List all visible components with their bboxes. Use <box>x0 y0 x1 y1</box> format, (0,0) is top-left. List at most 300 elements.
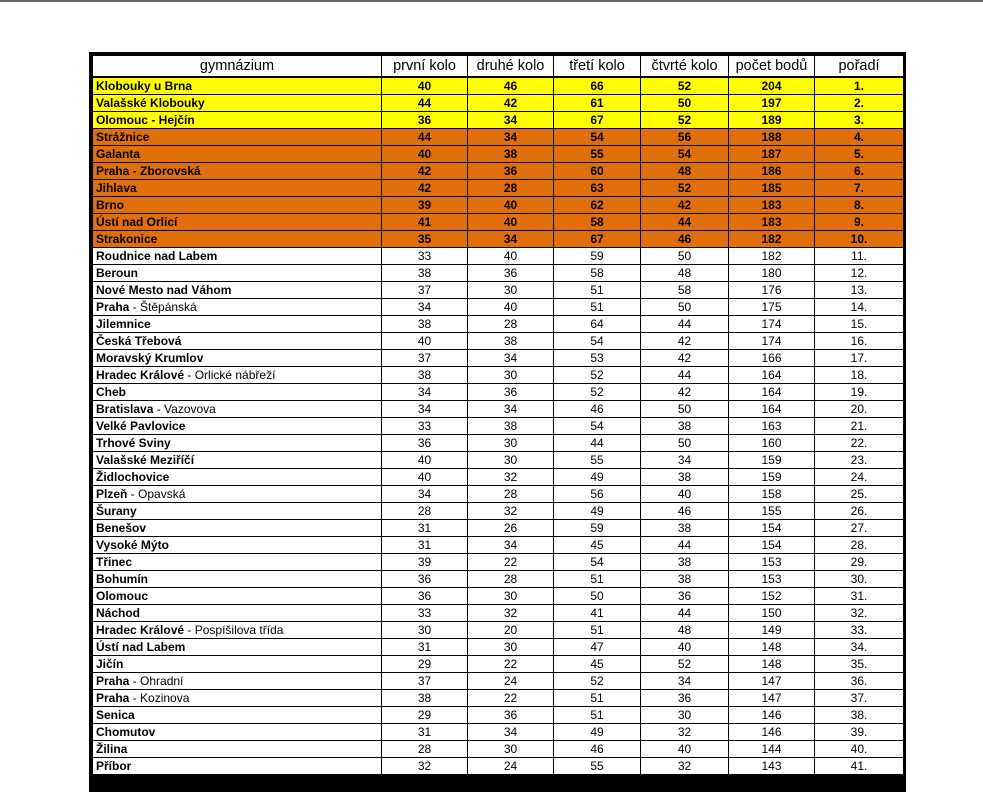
rank-cell: 38. <box>815 707 904 724</box>
table-row <box>93 605 904 622</box>
school-name: Ústí nad Labem <box>96 639 186 654</box>
table-row <box>93 197 904 214</box>
round-1-score-cell: 32 <box>382 758 468 775</box>
rank-cell: 15. <box>815 316 904 333</box>
school-name-cell <box>93 299 382 316</box>
round-4-score-cell: 40 <box>641 741 729 758</box>
round-4-score-cell: 42 <box>641 197 729 214</box>
table-row <box>93 503 904 520</box>
round-2-score-cell: 20 <box>468 622 554 639</box>
school-name: Senica <box>96 707 135 722</box>
school-name-cell <box>93 520 382 537</box>
school-name-cell <box>93 316 382 333</box>
table-row <box>93 486 904 503</box>
school-name: Jilemnice <box>96 316 151 331</box>
rank-cell: 12. <box>815 265 904 282</box>
total-points-cell: 186 <box>729 163 815 180</box>
total-points-cell: 147 <box>729 690 815 707</box>
rank-cell: 29. <box>815 554 904 571</box>
total-points-cell: 153 <box>729 571 815 588</box>
round-4-score-cell: 36 <box>641 588 729 605</box>
rank-cell: 3. <box>815 112 904 129</box>
school-name: Plzeň <box>96 486 128 501</box>
school-name-cell <box>93 95 382 112</box>
total-points-cell: 159 <box>729 469 815 486</box>
table-row <box>93 588 904 605</box>
school-name-cell <box>93 673 382 690</box>
round-3-score-cell: 49 <box>554 503 641 520</box>
round-3-score-cell: 45 <box>554 656 641 673</box>
round-4-score-cell: 44 <box>641 605 729 622</box>
total-points-cell: 174 <box>729 316 815 333</box>
round-3-score-cell: 52 <box>554 367 641 384</box>
round-1-score-cell: 40 <box>382 77 468 95</box>
header-total-points: počet bodů <box>729 56 815 78</box>
total-points-cell: 148 <box>729 656 815 673</box>
round-4-score-cell: 44 <box>641 316 729 333</box>
round-1-score-cell: 42 <box>382 163 468 180</box>
round-2-score-cell: 28 <box>468 316 554 333</box>
round-2-score-cell: 42 <box>468 95 554 112</box>
round-2-score-cell: 32 <box>468 469 554 486</box>
school-name-cell <box>93 248 382 265</box>
round-2-score-cell: 30 <box>468 588 554 605</box>
round-2-score-cell: 30 <box>468 282 554 299</box>
total-points-cell: 163 <box>729 418 815 435</box>
school-name: Brno <box>96 197 124 212</box>
total-points-cell: 143 <box>729 758 815 775</box>
school-name: Cheb <box>96 384 126 399</box>
round-1-score-cell: 41 <box>382 214 468 231</box>
total-points-cell: 183 <box>729 197 815 214</box>
round-3-score-cell: 60 <box>554 163 641 180</box>
round-2-score-cell: 34 <box>468 724 554 741</box>
school-name: Roudnice nad Labem <box>96 248 218 263</box>
table-row <box>93 77 904 95</box>
total-points-cell: 144 <box>729 741 815 758</box>
rank-cell: 9. <box>815 214 904 231</box>
total-points-cell: 188 <box>729 129 815 146</box>
total-points-cell: 180 <box>729 265 815 282</box>
round-3-score-cell: 59 <box>554 520 641 537</box>
school-name-cell <box>93 401 382 418</box>
rank-cell: 19. <box>815 384 904 401</box>
round-1-score-cell: 36 <box>382 588 468 605</box>
school-name: Valašské Klobouky <box>96 95 205 110</box>
school-name: Moravský Krumlov <box>96 350 204 365</box>
round-4-score-cell: 38 <box>641 418 729 435</box>
school-name-cell <box>93 503 382 520</box>
total-points-cell: 146 <box>729 707 815 724</box>
table-row <box>93 282 904 299</box>
school-name: Bratislava <box>96 401 154 416</box>
round-3-score-cell: 51 <box>554 690 641 707</box>
total-points-cell: 150 <box>729 605 815 622</box>
round-2-score-cell: 22 <box>468 656 554 673</box>
rank-cell: 1. <box>815 77 904 95</box>
round-2-score-cell: 30 <box>468 741 554 758</box>
round-3-score-cell: 44 <box>554 435 641 452</box>
round-4-score-cell: 42 <box>641 333 729 350</box>
rank-cell: 24. <box>815 469 904 486</box>
round-1-score-cell: 33 <box>382 605 468 622</box>
rank-cell: 20. <box>815 401 904 418</box>
table-row <box>93 367 904 384</box>
rank-cell: 41. <box>815 758 904 775</box>
round-2-score-cell: 40 <box>468 197 554 214</box>
school-name-cell <box>93 707 382 724</box>
round-3-score-cell: 49 <box>554 469 641 486</box>
table-row <box>93 741 904 758</box>
total-points-cell: 164 <box>729 401 815 418</box>
round-4-score-cell: 54 <box>641 146 729 163</box>
school-name: Trhové Sviny <box>96 435 171 450</box>
round-4-score-cell: 50 <box>641 95 729 112</box>
school-name: Praha <box>96 299 130 314</box>
school-name-cell <box>93 588 382 605</box>
round-1-score-cell: 35 <box>382 231 468 248</box>
school-name-cell <box>93 214 382 231</box>
round-1-score-cell: 31 <box>382 724 468 741</box>
total-points-cell: 174 <box>729 333 815 350</box>
school-name-cell <box>93 724 382 741</box>
table-row <box>93 571 904 588</box>
round-3-score-cell: 55 <box>554 758 641 775</box>
total-points-cell: 155 <box>729 503 815 520</box>
school-name-cell <box>93 367 382 384</box>
school-name: Nové Mesto nad Váhom <box>96 282 232 297</box>
total-points-cell: 149 <box>729 622 815 639</box>
round-4-score-cell: 52 <box>641 180 729 197</box>
round-3-score-cell: 53 <box>554 350 641 367</box>
round-4-score-cell: 58 <box>641 282 729 299</box>
total-points-cell: 146 <box>729 724 815 741</box>
round-2-score-cell: 32 <box>468 503 554 520</box>
school-name: Strakonice <box>96 231 158 246</box>
school-name-cell <box>93 265 382 282</box>
school-name-cell <box>93 690 382 707</box>
header-rank: pořadí <box>815 56 904 78</box>
rank-cell: 14. <box>815 299 904 316</box>
round-1-score-cell: 40 <box>382 469 468 486</box>
round-2-score-cell: 36 <box>468 163 554 180</box>
table-row <box>93 520 904 537</box>
rank-cell: 10. <box>815 231 904 248</box>
round-2-score-cell: 28 <box>468 180 554 197</box>
round-3-score-cell: 64 <box>554 316 641 333</box>
round-1-score-cell: 30 <box>382 622 468 639</box>
rank-cell: 36. <box>815 673 904 690</box>
round-2-score-cell: 34 <box>468 129 554 146</box>
round-1-score-cell: 38 <box>382 690 468 707</box>
school-name-cell <box>93 622 382 639</box>
table-row <box>93 537 904 554</box>
school-name-cell <box>93 605 382 622</box>
round-4-score-cell: 32 <box>641 758 729 775</box>
school-name: Olomouc <box>96 588 149 603</box>
school-name: Příbor <box>96 758 132 773</box>
total-points-cell: 153 <box>729 554 815 571</box>
round-1-score-cell: 36 <box>382 571 468 588</box>
round-2-score-cell: 40 <box>468 214 554 231</box>
round-2-score-cell: 22 <box>468 554 554 571</box>
header-round-3: třetí kolo <box>554 56 641 78</box>
round-3-score-cell: 66 <box>554 77 641 95</box>
round-2-score-cell: 40 <box>468 299 554 316</box>
round-3-score-cell: 54 <box>554 333 641 350</box>
school-name: Hradec Králové <box>96 367 185 382</box>
round-4-score-cell: 50 <box>641 299 729 316</box>
school-name-cell <box>93 639 382 656</box>
school-name-cell <box>93 554 382 571</box>
round-4-score-cell: 40 <box>641 639 729 656</box>
rank-cell: 11. <box>815 248 904 265</box>
round-1-score-cell: 34 <box>382 401 468 418</box>
round-3-score-cell: 54 <box>554 129 641 146</box>
round-2-score-cell: 40 <box>468 248 554 265</box>
round-3-score-cell: 46 <box>554 401 641 418</box>
school-name: Velké Pavlovice <box>96 418 186 433</box>
round-3-score-cell: 67 <box>554 112 641 129</box>
school-name-cell <box>93 435 382 452</box>
round-3-score-cell: 59 <box>554 248 641 265</box>
round-4-score-cell: 50 <box>641 401 729 418</box>
round-1-score-cell: 33 <box>382 248 468 265</box>
round-1-score-cell: 40 <box>382 452 468 469</box>
table-row <box>93 248 904 265</box>
school-name-cell <box>93 452 382 469</box>
school-name-cell <box>93 77 382 95</box>
rank-cell: 18. <box>815 367 904 384</box>
round-1-score-cell: 34 <box>382 299 468 316</box>
school-name: Hradec Králové <box>96 622 185 637</box>
table-row <box>93 231 904 248</box>
total-points-cell: 187 <box>729 146 815 163</box>
rank-cell: 22. <box>815 435 904 452</box>
round-3-score-cell: 50 <box>554 588 641 605</box>
round-4-score-cell: 56 <box>641 129 729 146</box>
total-points-cell: 159 <box>729 452 815 469</box>
round-4-score-cell: 50 <box>641 435 729 452</box>
round-1-score-cell: 40 <box>382 333 468 350</box>
school-name: Náchod <box>96 605 141 620</box>
round-4-score-cell: 44 <box>641 214 729 231</box>
school-name: Strážnice <box>96 129 150 144</box>
school-name-cell <box>93 282 382 299</box>
round-4-score-cell: 38 <box>641 469 729 486</box>
total-points-cell: 154 <box>729 520 815 537</box>
round-4-score-cell: 34 <box>641 452 729 469</box>
round-3-score-cell: 63 <box>554 180 641 197</box>
table-row <box>93 95 904 112</box>
round-4-score-cell: 46 <box>641 231 729 248</box>
rank-cell: 31. <box>815 588 904 605</box>
total-points-cell: 166 <box>729 350 815 367</box>
round-2-score-cell: 22 <box>468 690 554 707</box>
school-name-cell <box>93 231 382 248</box>
school-name-cell <box>93 197 382 214</box>
round-3-score-cell: 67 <box>554 231 641 248</box>
round-4-score-cell: 46 <box>641 503 729 520</box>
round-1-score-cell: 37 <box>382 673 468 690</box>
round-1-score-cell: 44 <box>382 129 468 146</box>
round-4-score-cell: 32 <box>641 724 729 741</box>
total-points-cell: 164 <box>729 367 815 384</box>
table-row <box>93 129 904 146</box>
rank-cell: 39. <box>815 724 904 741</box>
round-1-score-cell: 31 <box>382 537 468 554</box>
rank-cell: 23. <box>815 452 904 469</box>
round-1-score-cell: 38 <box>382 316 468 333</box>
round-2-score-cell: 46 <box>468 77 554 95</box>
round-1-score-cell: 29 <box>382 656 468 673</box>
header-gymnazium: gymnázium <box>93 56 382 78</box>
round-4-score-cell: 50 <box>641 248 729 265</box>
table-row <box>93 350 904 367</box>
school-name-cell <box>93 418 382 435</box>
round-4-score-cell: 38 <box>641 554 729 571</box>
round-3-score-cell: 58 <box>554 214 641 231</box>
school-name: Olomouc - Hejčín <box>96 112 195 127</box>
school-name-cell <box>93 741 382 758</box>
round-1-score-cell: 38 <box>382 367 468 384</box>
total-points-cell: 152 <box>729 588 815 605</box>
rank-cell: 30. <box>815 571 904 588</box>
round-2-score-cell: 28 <box>468 486 554 503</box>
round-2-score-cell: 26 <box>468 520 554 537</box>
table-row <box>93 724 904 741</box>
table-row <box>93 622 904 639</box>
round-3-score-cell: 55 <box>554 452 641 469</box>
round-4-score-cell: 30 <box>641 707 729 724</box>
table-row <box>93 401 904 418</box>
total-points-cell: 185 <box>729 180 815 197</box>
round-4-score-cell: 52 <box>641 112 729 129</box>
round-3-score-cell: 61 <box>554 95 641 112</box>
school-name: Ústí nad Orlicí <box>96 214 178 229</box>
round-2-score-cell: 36 <box>468 265 554 282</box>
round-2-score-cell: 34 <box>468 112 554 129</box>
rank-cell: 33. <box>815 622 904 639</box>
school-name: Chomutov <box>96 724 156 739</box>
school-name-cell <box>93 333 382 350</box>
header-row <box>93 56 904 78</box>
round-2-score-cell: 34 <box>468 401 554 418</box>
school-branch: - Opavská <box>127 486 186 501</box>
total-points-cell: 182 <box>729 248 815 265</box>
school-name: Jičín <box>96 656 124 671</box>
round-4-score-cell: 38 <box>641 520 729 537</box>
round-3-score-cell: 54 <box>554 418 641 435</box>
round-2-score-cell: 36 <box>468 707 554 724</box>
school-name: Vysoké Mýto <box>96 537 169 552</box>
school-name-cell <box>93 112 382 129</box>
total-points-cell: 164 <box>729 384 815 401</box>
school-branch: - Ohradní <box>129 673 184 688</box>
table-row <box>93 707 904 724</box>
table-row <box>93 163 904 180</box>
round-3-score-cell: 52 <box>554 673 641 690</box>
total-points-cell: 158 <box>729 486 815 503</box>
round-4-score-cell: 48 <box>641 265 729 282</box>
rank-cell: 6. <box>815 163 904 180</box>
round-3-score-cell: 62 <box>554 197 641 214</box>
round-3-score-cell: 51 <box>554 707 641 724</box>
top-border-line <box>0 0 983 2</box>
round-3-score-cell: 56 <box>554 486 641 503</box>
header-round-4: čtvrté kolo <box>641 56 729 78</box>
total-points-cell: 183 <box>729 214 815 231</box>
total-points-cell: 147 <box>729 673 815 690</box>
round-4-score-cell: 38 <box>641 571 729 588</box>
round-2-score-cell: 30 <box>468 367 554 384</box>
table-row <box>93 554 904 571</box>
round-2-score-cell: 32 <box>468 605 554 622</box>
table-row <box>93 639 904 656</box>
rank-cell: 25. <box>815 486 904 503</box>
rank-cell: 17. <box>815 350 904 367</box>
school-branch: - Orlické nábřeží <box>184 367 276 382</box>
rank-cell: 32. <box>815 605 904 622</box>
round-2-score-cell: 24 <box>468 673 554 690</box>
school-name: Benešov <box>96 520 147 535</box>
school-name: Praha - Zborovská <box>96 163 201 178</box>
school-name-cell <box>93 537 382 554</box>
total-points-cell: 175 <box>729 299 815 316</box>
round-4-score-cell: 48 <box>641 622 729 639</box>
table-row <box>93 452 904 469</box>
school-name-cell <box>93 350 382 367</box>
round-1-score-cell: 28 <box>382 503 468 520</box>
rank-cell: 35. <box>815 656 904 673</box>
school-branch: - Kozinova <box>129 690 190 705</box>
round-1-score-cell: 34 <box>382 486 468 503</box>
round-3-score-cell: 41 <box>554 605 641 622</box>
total-points-cell: 176 <box>729 282 815 299</box>
header-round-1: první kolo <box>382 56 468 78</box>
round-1-score-cell: 40 <box>382 146 468 163</box>
round-2-score-cell: 30 <box>468 452 554 469</box>
round-3-score-cell: 47 <box>554 639 641 656</box>
round-2-score-cell: 30 <box>468 639 554 656</box>
school-name-cell <box>93 163 382 180</box>
school-name-cell <box>93 656 382 673</box>
rank-cell: 5. <box>815 146 904 163</box>
school-name: Žilina <box>96 741 128 756</box>
table-row <box>93 316 904 333</box>
round-1-score-cell: 42 <box>382 180 468 197</box>
round-3-score-cell: 45 <box>554 537 641 554</box>
school-branch: - Vazovova <box>153 401 216 416</box>
round-1-score-cell: 36 <box>382 112 468 129</box>
rank-cell: 16. <box>815 333 904 350</box>
round-4-score-cell: 44 <box>641 367 729 384</box>
rank-cell: 27. <box>815 520 904 537</box>
table-row <box>93 435 904 452</box>
round-1-score-cell: 34 <box>382 384 468 401</box>
round-1-score-cell: 28 <box>382 741 468 758</box>
school-name: Beroun <box>96 265 138 280</box>
round-3-score-cell: 51 <box>554 571 641 588</box>
round-4-score-cell: 42 <box>641 350 729 367</box>
round-3-score-cell: 49 <box>554 724 641 741</box>
school-name: Jihlava <box>96 180 137 195</box>
school-branch: - Štěpánská <box>129 299 197 314</box>
round-4-score-cell: 36 <box>641 690 729 707</box>
rank-cell: 26. <box>815 503 904 520</box>
header-round-2: druhé kolo <box>468 56 554 78</box>
table-row <box>93 146 904 163</box>
